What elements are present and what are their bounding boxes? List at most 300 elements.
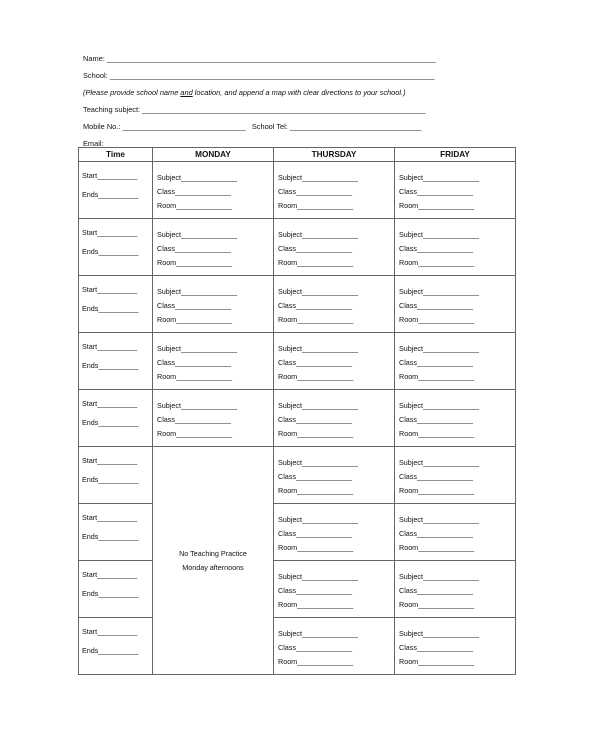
- class-field[interactable]: [278, 356, 394, 370]
- class-field[interactable]: [399, 470, 515, 484]
- email-field[interactable]: __________________________________________________________________________________: [105, 139, 443, 148]
- room-blank[interactable]: ______________: [418, 657, 475, 666]
- room-field[interactable]: [157, 370, 273, 384]
- ends-field[interactable]: [82, 530, 152, 549]
- subject-label: Subject: [399, 572, 423, 581]
- ends-field[interactable]: [82, 245, 152, 264]
- time-cell[interactable]: [79, 333, 153, 390]
- room-field[interactable]: [399, 598, 515, 612]
- room-label: Room: [278, 429, 298, 438]
- subject-field[interactable]: [157, 342, 273, 356]
- class-label: Class: [157, 244, 175, 253]
- friday-slot-cell[interactable]: [395, 162, 516, 219]
- class-blank[interactable]: ______________: [416, 301, 473, 310]
- class-label: Class: [278, 244, 296, 253]
- start-label: Start: [82, 171, 98, 180]
- class-label: Class: [157, 415, 175, 424]
- class-label: Class: [278, 187, 296, 196]
- monday-no-practice-cell: [153, 447, 274, 675]
- subject-field[interactable]: [278, 627, 394, 641]
- room-label: Room: [399, 201, 419, 210]
- subject-label: Subject: [278, 401, 302, 410]
- friday-slot-cell[interactable]: [395, 618, 516, 675]
- ends-blank[interactable]: __________: [98, 190, 139, 199]
- class-label: Class: [399, 643, 417, 652]
- room-blank[interactable]: ______________: [418, 201, 475, 210]
- table-row: [79, 162, 516, 219]
- class-blank[interactable]: ______________: [174, 187, 231, 196]
- room-field[interactable]: [399, 370, 515, 384]
- time-cell[interactable]: [79, 276, 153, 333]
- class-label: Class: [399, 415, 417, 424]
- subject-field[interactable]: [157, 285, 273, 299]
- room-blank[interactable]: ______________: [176, 201, 233, 210]
- subject-field[interactable]: [278, 228, 394, 242]
- room-label: Room: [278, 258, 298, 267]
- ends-field[interactable]: [82, 359, 152, 378]
- class-label: Class: [157, 187, 175, 196]
- thursday-slot-cell[interactable]: [274, 162, 395, 219]
- friday-slot-cell[interactable]: [395, 219, 516, 276]
- time-cell[interactable]: [79, 390, 153, 447]
- class-label: Class: [399, 529, 417, 538]
- thursday-slot-cell[interactable]: [274, 618, 395, 675]
- class-field[interactable]: [278, 641, 394, 655]
- name-field[interactable]: ________________________________________________________________________________: [106, 54, 436, 63]
- class-blank[interactable]: ______________: [174, 301, 231, 310]
- room-blank[interactable]: ______________: [297, 372, 354, 381]
- subject-blank[interactable]: ______________: [180, 230, 237, 239]
- school-label: School:: [83, 71, 108, 80]
- table-row: [79, 390, 516, 447]
- start-label: Start: [82, 513, 98, 522]
- ends-blank[interactable]: __________: [98, 247, 139, 256]
- room-field[interactable]: [278, 655, 394, 669]
- class-label: Class: [399, 358, 417, 367]
- start-blank[interactable]: __________: [97, 456, 138, 465]
- subject-blank[interactable]: ______________: [422, 458, 479, 467]
- subject-label: Subject: [278, 230, 302, 239]
- subject-field[interactable]: [278, 171, 394, 185]
- subject-field[interactable]: [399, 456, 515, 470]
- subject-field[interactable]: [157, 399, 273, 413]
- monday-slot-cell[interactable]: [153, 276, 274, 333]
- friday-slot-cell[interactable]: [395, 504, 516, 561]
- room-label: Room: [278, 201, 298, 210]
- room-field[interactable]: [399, 256, 515, 270]
- name-label: Name:: [83, 54, 105, 63]
- room-blank[interactable]: ______________: [418, 429, 475, 438]
- subject-blank[interactable]: ______________: [301, 173, 358, 182]
- time-cell[interactable]: [79, 162, 153, 219]
- start-field[interactable]: [82, 454, 152, 473]
- ends-label: Ends: [82, 532, 99, 541]
- subject-label: Subject: [399, 629, 423, 638]
- subject-blank[interactable]: ______________: [301, 515, 358, 524]
- class-blank[interactable]: ______________: [416, 244, 473, 253]
- table-row: [79, 219, 516, 276]
- thursday-slot-cell[interactable]: [274, 390, 395, 447]
- class-blank[interactable]: ______________: [295, 244, 352, 253]
- class-label: Class: [399, 472, 417, 481]
- subject-label: Subject: [278, 287, 302, 296]
- mobile-field[interactable]: ______________________________: [122, 122, 246, 131]
- class-label: Class: [399, 301, 417, 310]
- subject-field[interactable]: [399, 627, 515, 641]
- subject-label: Subject: [278, 515, 302, 524]
- class-label: Class: [278, 643, 296, 652]
- room-blank[interactable]: ______________: [297, 600, 354, 609]
- class-blank[interactable]: ______________: [416, 643, 473, 652]
- room-label: Room: [399, 486, 419, 495]
- start-field[interactable]: [82, 340, 152, 359]
- subject-blank[interactable]: ______________: [301, 629, 358, 638]
- teaching-subject-field[interactable]: _____________________________________________________________________: [142, 105, 426, 114]
- ends-blank[interactable]: __________: [98, 475, 139, 484]
- room-field[interactable]: [399, 484, 515, 498]
- start-field[interactable]: [82, 568, 152, 587]
- room-field[interactable]: [399, 313, 515, 327]
- subject-blank[interactable]: ______________: [301, 572, 358, 581]
- subject-blank[interactable]: ______________: [301, 344, 358, 353]
- class-field[interactable]: [399, 356, 515, 370]
- class-label: Class: [278, 358, 296, 367]
- table-row: [79, 618, 516, 675]
- class-blank[interactable]: ______________: [295, 586, 352, 595]
- time-cell[interactable]: [79, 504, 153, 561]
- ends-blank[interactable]: __________: [98, 646, 139, 655]
- room-label: Room: [278, 315, 298, 324]
- class-label: Class: [278, 472, 296, 481]
- teaching-subject-label: Teaching subject:: [83, 105, 141, 114]
- room-blank[interactable]: ______________: [176, 372, 233, 381]
- room-field[interactable]: [278, 370, 394, 384]
- subject-field[interactable]: [278, 456, 394, 470]
- thursday-slot-cell[interactable]: [274, 447, 395, 504]
- subject-field[interactable]: [399, 513, 515, 527]
- monday-slot-cell[interactable]: [153, 333, 274, 390]
- start-field[interactable]: [82, 397, 152, 416]
- ends-field[interactable]: [82, 473, 152, 492]
- subject-field[interactable]: [157, 228, 273, 242]
- room-blank[interactable]: ______________: [176, 258, 233, 267]
- class-label: Class: [157, 301, 175, 310]
- thursday-slot-cell[interactable]: [274, 333, 395, 390]
- monday-slot-cell[interactable]: [153, 219, 274, 276]
- subject-blank[interactable]: ______________: [180, 173, 237, 182]
- start-blank[interactable]: __________: [97, 228, 138, 237]
- class-blank[interactable]: ______________: [416, 586, 473, 595]
- class-field[interactable]: [399, 413, 515, 427]
- ends-blank[interactable]: __________: [98, 532, 139, 541]
- subject-blank[interactable]: ______________: [180, 401, 237, 410]
- room-blank[interactable]: ______________: [297, 486, 354, 495]
- form-header: [83, 50, 515, 152]
- table-row: [79, 447, 516, 504]
- subject-blank[interactable]: ______________: [422, 401, 479, 410]
- ends-label: Ends: [82, 589, 99, 598]
- start-blank[interactable]: __________: [97, 285, 138, 294]
- friday-slot-cell[interactable]: [395, 561, 516, 618]
- start-field[interactable]: [82, 283, 152, 302]
- subject-blank[interactable]: ______________: [301, 458, 358, 467]
- class-blank[interactable]: ______________: [295, 472, 352, 481]
- subject-field[interactable]: [399, 228, 515, 242]
- start-blank[interactable]: __________: [97, 627, 138, 636]
- start-label: Start: [82, 399, 98, 408]
- ends-blank[interactable]: __________: [98, 304, 139, 313]
- subject-label: Subject: [399, 173, 423, 182]
- no-practice-line1: No Teaching Practice: [179, 548, 247, 558]
- school-tel-field[interactable]: ________________________________: [289, 122, 422, 131]
- email-label: Email:: [83, 139, 104, 148]
- subject-label: Subject: [399, 230, 423, 239]
- class-field[interactable]: [399, 527, 515, 541]
- subject-label: Subject: [399, 458, 423, 467]
- school-field[interactable]: _______________________________________________________________________________: [109, 71, 435, 80]
- room-field[interactable]: [278, 256, 394, 270]
- room-blank[interactable]: ______________: [418, 600, 475, 609]
- ends-label: Ends: [82, 646, 99, 655]
- friday-slot-cell[interactable]: [395, 333, 516, 390]
- schedule-table: [78, 147, 516, 675]
- class-field[interactable]: [399, 641, 515, 655]
- class-field[interactable]: [399, 584, 515, 598]
- subject-label: Subject: [399, 287, 423, 296]
- room-blank[interactable]: ______________: [297, 543, 354, 552]
- room-blank[interactable]: ______________: [176, 429, 233, 438]
- time-cell[interactable]: [79, 447, 153, 504]
- subject-blank[interactable]: ______________: [301, 230, 358, 239]
- subject-blank[interactable]: ______________: [301, 287, 358, 296]
- class-field[interactable]: [399, 242, 515, 256]
- room-blank[interactable]: ______________: [297, 258, 354, 267]
- thursday-slot-cell[interactable]: [274, 561, 395, 618]
- subject-blank[interactable]: ______________: [422, 287, 479, 296]
- subject-field[interactable]: [278, 399, 394, 413]
- class-field[interactable]: [157, 185, 273, 199]
- room-field[interactable]: [157, 313, 273, 327]
- ends-field[interactable]: [82, 188, 152, 207]
- class-blank[interactable]: ______________: [416, 472, 473, 481]
- name-line[interactable]: [83, 50, 515, 67]
- room-field[interactable]: [157, 427, 273, 441]
- class-blank[interactable]: ______________: [295, 643, 352, 652]
- class-field[interactable]: [157, 413, 273, 427]
- friday-slot-cell[interactable]: [395, 390, 516, 447]
- ends-blank[interactable]: __________: [98, 361, 139, 370]
- class-blank[interactable]: ______________: [416, 415, 473, 424]
- room-field[interactable]: [399, 199, 515, 213]
- class-label: Class: [278, 415, 296, 424]
- subject-label: Subject: [157, 173, 181, 182]
- start-field[interactable]: [82, 511, 152, 530]
- start-field[interactable]: [82, 169, 152, 188]
- ends-field[interactable]: [82, 587, 152, 606]
- subject-label: Subject: [399, 515, 423, 524]
- class-blank[interactable]: ______________: [416, 358, 473, 367]
- table-row: [79, 276, 516, 333]
- room-blank[interactable]: ______________: [297, 429, 354, 438]
- subject-label: Subject: [157, 401, 181, 410]
- friday-slot-cell[interactable]: [395, 276, 516, 333]
- room-field[interactable]: [278, 199, 394, 213]
- room-field[interactable]: [278, 427, 394, 441]
- subject-field[interactable]: [399, 399, 515, 413]
- mobile-label: Mobile No.:: [83, 122, 121, 131]
- start-blank[interactable]: __________: [97, 171, 138, 180]
- class-blank[interactable]: ______________: [295, 415, 352, 424]
- class-blank[interactable]: ______________: [295, 187, 352, 196]
- subject-field[interactable]: [278, 513, 394, 527]
- time-cell[interactable]: [79, 219, 153, 276]
- room-blank[interactable]: ______________: [418, 372, 475, 381]
- start-blank[interactable]: __________: [97, 399, 138, 408]
- room-blank[interactable]: ______________: [297, 657, 354, 666]
- subject-field[interactable]: [399, 171, 515, 185]
- start-label: Start: [82, 456, 98, 465]
- class-blank[interactable]: ______________: [416, 187, 473, 196]
- school-tel-label: School Tel:: [251, 122, 288, 131]
- ends-blank[interactable]: __________: [98, 589, 139, 598]
- subject-blank[interactable]: ______________: [422, 230, 479, 239]
- subject-blank[interactable]: ______________: [422, 629, 479, 638]
- room-label: Room: [399, 543, 419, 552]
- room-blank[interactable]: ______________: [418, 543, 475, 552]
- ends-field[interactable]: [82, 416, 152, 435]
- subject-blank[interactable]: ______________: [422, 173, 479, 182]
- monday-slot-cell[interactable]: [153, 390, 274, 447]
- room-field[interactable]: [157, 256, 273, 270]
- class-field[interactable]: [278, 470, 394, 484]
- class-field[interactable]: [278, 413, 394, 427]
- room-label: Room: [157, 429, 177, 438]
- ends-label: Ends: [82, 304, 99, 313]
- room-blank[interactable]: ______________: [297, 201, 354, 210]
- school-note: [83, 84, 515, 101]
- start-label: Start: [82, 228, 98, 237]
- subject-blank[interactable]: ______________: [422, 344, 479, 353]
- subject-blank[interactable]: ______________: [180, 344, 237, 353]
- room-label: Room: [399, 429, 419, 438]
- class-field[interactable]: [278, 299, 394, 313]
- ends-field[interactable]: [82, 644, 152, 663]
- ends-label: Ends: [82, 190, 99, 199]
- subject-field[interactable]: [399, 285, 515, 299]
- time-cell[interactable]: [79, 561, 153, 618]
- room-label: Room: [157, 372, 177, 381]
- room-field[interactable]: [157, 199, 273, 213]
- room-field[interactable]: [278, 313, 394, 327]
- class-blank[interactable]: ______________: [174, 358, 231, 367]
- start-blank[interactable]: __________: [97, 513, 138, 522]
- thursday-slot-cell[interactable]: [274, 219, 395, 276]
- mobile-line[interactable]: [83, 118, 515, 135]
- subject-field[interactable]: [399, 342, 515, 356]
- subject-field[interactable]: [278, 342, 394, 356]
- room-label: Room: [157, 258, 177, 267]
- start-label: Start: [82, 285, 98, 294]
- class-blank[interactable]: ______________: [174, 415, 231, 424]
- class-label: Class: [399, 187, 417, 196]
- header-time: Time: [79, 148, 153, 162]
- thursday-slot-cell[interactable]: [274, 276, 395, 333]
- start-blank[interactable]: __________: [97, 342, 138, 351]
- class-field[interactable]: [157, 242, 273, 256]
- subject-field[interactable]: [157, 171, 273, 185]
- class-field[interactable]: [278, 242, 394, 256]
- class-field[interactable]: [278, 527, 394, 541]
- class-field[interactable]: [399, 185, 515, 199]
- subject-label: Subject: [157, 230, 181, 239]
- class-field[interactable]: [157, 299, 273, 313]
- room-blank[interactable]: ______________: [418, 486, 475, 495]
- room-field[interactable]: [399, 427, 515, 441]
- room-field[interactable]: [399, 655, 515, 669]
- class-blank[interactable]: ______________: [416, 529, 473, 538]
- subject-field[interactable]: [399, 570, 515, 584]
- class-field[interactable]: [278, 584, 394, 598]
- ends-field[interactable]: [82, 302, 152, 321]
- no-practice-line2: Monday afternoons: [182, 562, 244, 572]
- start-field[interactable]: [82, 625, 152, 644]
- start-field[interactable]: [82, 226, 152, 245]
- subject-blank[interactable]: ______________: [180, 287, 237, 296]
- class-blank[interactable]: ______________: [295, 301, 352, 310]
- table-header-row: [79, 148, 516, 162]
- subject-blank[interactable]: ______________: [301, 401, 358, 410]
- subject-blank[interactable]: ______________: [422, 572, 479, 581]
- class-blank[interactable]: ______________: [174, 244, 231, 253]
- subject-field[interactable]: [278, 285, 394, 299]
- room-label: Room: [399, 258, 419, 267]
- school-line[interactable]: [83, 67, 515, 84]
- start-label: Start: [82, 570, 98, 579]
- room-blank[interactable]: ______________: [176, 315, 233, 324]
- header-friday: FRIDAY: [395, 148, 516, 162]
- start-label: Start: [82, 627, 98, 636]
- class-label: Class: [278, 586, 296, 595]
- class-field[interactable]: [157, 356, 273, 370]
- monday-slot-cell[interactable]: [153, 162, 274, 219]
- time-cell[interactable]: [79, 618, 153, 675]
- room-field[interactable]: [278, 541, 394, 555]
- room-field[interactable]: [399, 541, 515, 555]
- ends-blank[interactable]: __________: [98, 418, 139, 427]
- room-blank[interactable]: ______________: [297, 315, 354, 324]
- class-field[interactable]: [278, 185, 394, 199]
- class-blank[interactable]: ______________: [295, 358, 352, 367]
- room-label: Room: [278, 372, 298, 381]
- friday-slot-cell[interactable]: [395, 447, 516, 504]
- subject-blank[interactable]: ______________: [422, 515, 479, 524]
- class-field[interactable]: [399, 299, 515, 313]
- room-blank[interactable]: ______________: [418, 258, 475, 267]
- class-blank[interactable]: ______________: [295, 529, 352, 538]
- room-field[interactable]: [278, 598, 394, 612]
- header-thursday: THURSDAY: [274, 148, 395, 162]
- subject-field[interactable]: [278, 570, 394, 584]
- start-blank[interactable]: __________: [97, 570, 138, 579]
- teaching-subject-line[interactable]: [83, 101, 515, 118]
- class-label: Class: [157, 358, 175, 367]
- subject-label: Subject: [278, 458, 302, 467]
- thursday-slot-cell[interactable]: [274, 504, 395, 561]
- class-label: Class: [278, 301, 296, 310]
- room-label: Room: [278, 486, 298, 495]
- room-blank[interactable]: ______________: [418, 315, 475, 324]
- room-field[interactable]: [278, 484, 394, 498]
